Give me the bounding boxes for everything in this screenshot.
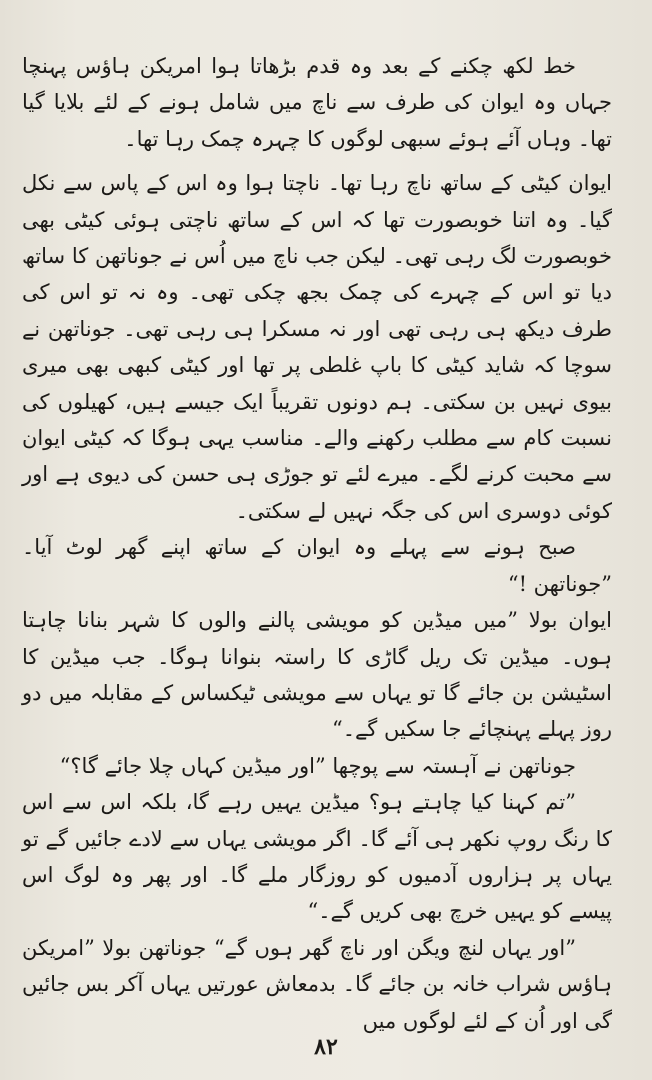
page-body-text (22, 48, 612, 1039)
paragraph-4: ایوان بولا ”میں میڈین کو مویشی پالنے والوں کا شہر بنانا چاہتا ہوں۔ میڈین تک ریل گاڑی کا راستہ بنوانا ہوگا۔ جب میڈین کا اسٹیشن بن جائے گا تو یہاں سے مویشی ٹیکساس کے مقابلہ میں دو روز پہلے پہنچائے جا سکیں گے۔“ (22, 608, 612, 742)
paragraph-5: جوناتھن نے آہستہ سے پوچھا ”اور میڈین کہاں چلا جائے گا؟“ (59, 753, 576, 778)
paragraph-6: ”تم کہنا کیا چاہتے ہو؟ میڈین یہیں رہے گا، بلکہ اس سے اس کا رنگ روپ نکھر ہی آئے گا۔ اگر مویشی یہاں سے لادے جائیں گے تو یہاں پر ہزاروں آدمیوں کو روزگار ملے گا۔ اور پھر وہ لوگ اس پیسے کو یہیں خرچ بھی کریں گے۔“ (22, 790, 612, 924)
paragraph-3: صبح ہونے سے پہلے وہ ایوان کے ساتھ اپنے گھر لوٹ آیا۔ ”جوناتھن !“ (22, 535, 612, 596)
page-number: ۸۲ (314, 1034, 338, 1060)
paragraph-2: ایوان کیٹی کے ساتھ ناچ رہا تھا۔ ناچتا ہوا وہ اس کے پاس سے نکل گیا۔ وہ اتنا خوبصورت تھا کہ اس کے ساتھ ناچتی ہوئی کیٹی بھی خوبصورت لگ رہی تھی۔ لیکن جب ناچ میں اُس نے جوناتھن کا ساتھ دیا تو اس کے چہرے کی چمک بجھ چکی تھی۔ وہ نہ تو اس کی طرف دیکھ ہی رہی تھی اور نہ مسکرا ہی رہی تھی۔ جوناتھن نے سوچا کہ شاید کیٹی کا باپ غلطی پر تھا اور کیٹی کبھی بھی میری بیوی نہیں بن سکتی۔ ہم دونوں تقریباً ایک جیسے ہیں، کھیلوں کی نسبت کام سے مطلب رکھنے والے۔ مناسب یہی ہوگا کہ کیٹی ایوان سے محبت کرنے لگے۔ میرے لئے تو جوڑی ہی حسن کی دیوی ہے اور کوئی دوسری اس کی جگہ نہیں لے سکتی۔ (22, 171, 612, 523)
paragraph-1: خط لکھ چکنے کے بعد وہ قدم بڑھاتا ہوا امریکن ہاؤس پہنچا جہاں وہ ایوان کی طرف سے ناچ میں شامل ہونے کے لئے بلایا گیا تھا۔ وہاں آئے ہوئے سبھی لوگوں کا چہرہ چمک رہا تھا۔ (22, 54, 612, 151)
paragraph-7: ”اور یہاں لنچ ویگن اور ناچ گھر ہوں گے“ جوناتھن بولا ”امریکن ہاؤس شراب خانہ بن جائے گا۔ بدمعاش عورتیں یہاں آکر بس جائیں گی اور اُن کے لئے لوگوں میں (22, 935, 612, 1033)
